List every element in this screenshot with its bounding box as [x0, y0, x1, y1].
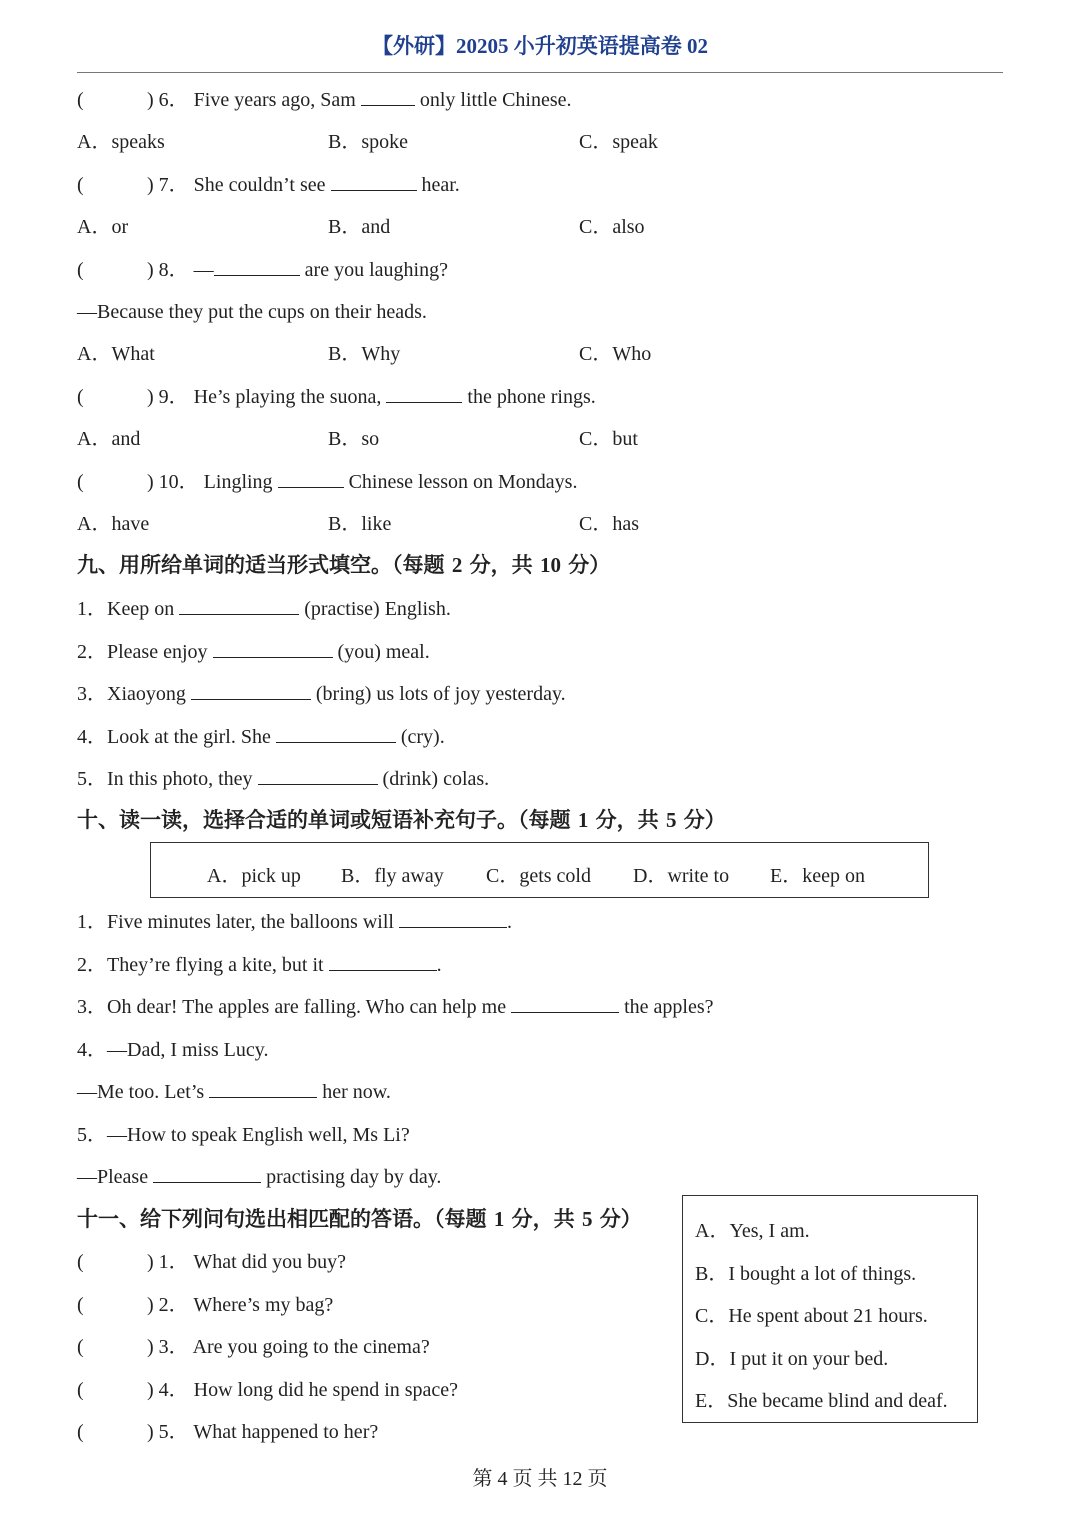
- question-text: Lingling: [203, 471, 273, 493]
- fill-blank[interactable]: [179, 596, 299, 615]
- question-7: [77, 172, 460, 198]
- sentence-3: 3．Oh dear! The apples are falling. Who can help me the apples?: [77, 996, 714, 1018]
- page-number-footer: 第 4 页 共 12 页: [472, 1468, 608, 1490]
- fill-blank[interactable]: [276, 724, 396, 743]
- fill-blank[interactable]: [331, 172, 417, 191]
- answer-bracket[interactable]: (: [77, 1336, 84, 1358]
- answer-bracket[interactable]: (: [77, 386, 84, 408]
- answer-option-a: A．Yes, I am.: [695, 1220, 810, 1242]
- option-c: C．speak: [579, 131, 658, 153]
- option-c: C．but: [579, 428, 638, 450]
- answer-bracket[interactable]: (: [77, 174, 84, 196]
- answer-bracket[interactable]: (: [77, 259, 84, 281]
- option-a: A．speaks: [77, 131, 165, 153]
- word-bank-item: C．gets cold: [486, 865, 591, 887]
- fill-blank[interactable]: [386, 384, 462, 403]
- fill-blank[interactable]: [209, 1079, 317, 1098]
- question-number: ) 6．: [147, 89, 189, 111]
- fill-item-4: 4．Look at the girl. She (cry).: [77, 726, 445, 748]
- fill-item-3: 3．Xiaoyong (bring) us lots of joy yesterday.: [77, 683, 566, 705]
- answer-bracket[interactable]: (: [77, 1421, 84, 1443]
- question-6: [77, 87, 572, 113]
- word-bank-item: A．pick up: [207, 865, 301, 887]
- sentence-1: 1．Five minutes later, the balloons will .: [77, 911, 512, 933]
- option-a: A．have: [77, 513, 150, 535]
- question-text: He’s playing the suona,: [193, 386, 382, 408]
- fill-blank[interactable]: [214, 257, 300, 276]
- answer-option-d: D．I put it on your bed.: [695, 1348, 889, 1370]
- sentence-5-reply: —Please practising day by day.: [77, 1166, 442, 1188]
- question-text: the phone rings.: [467, 386, 596, 408]
- option-a: A．or: [77, 216, 129, 238]
- option-c: C．also: [579, 216, 645, 238]
- fill-item-5: 5．In this photo, they (drink) colas.: [77, 768, 490, 790]
- fill-item-1: 1．Keep on (practise) English.: [77, 598, 451, 620]
- match-question-1: ( ) 1． What did you buy?: [77, 1251, 347, 1273]
- question-text: hear.: [421, 174, 460, 196]
- question-9: [77, 384, 596, 410]
- answer-bracket[interactable]: (: [77, 1379, 84, 1401]
- fill-blank[interactable]: [361, 87, 415, 106]
- question-8-reply: —Because they put the cups on their heads.: [77, 301, 427, 323]
- sentence-4: 4．—Dad, I miss Lucy.: [77, 1039, 269, 1061]
- option-b: B．like: [328, 513, 392, 535]
- question-number: ) 10．: [147, 471, 199, 493]
- sentence-5: 5．—How to speak English well, Ms Li?: [77, 1124, 410, 1146]
- option-a: A．and: [77, 428, 141, 450]
- option-b: B．so: [328, 428, 380, 450]
- question-text: She couldn’t see: [193, 174, 326, 196]
- fill-blank[interactable]: [278, 469, 344, 488]
- answer-bracket[interactable]: (: [77, 471, 84, 493]
- answer-bracket[interactable]: (: [77, 89, 84, 111]
- question-number: ) 9．: [147, 386, 189, 408]
- fill-blank[interactable]: [329, 952, 437, 971]
- section-10-title: 十、读一读，选择合适的单词或短语补充句子。（每题 1 分，共 5 分）: [77, 808, 726, 832]
- option-c: C．Who: [579, 343, 652, 365]
- question-text: Chinese lesson on Mondays.: [348, 471, 578, 493]
- fill-blank[interactable]: [213, 639, 333, 658]
- option-b: B．spoke: [328, 131, 408, 153]
- fill-blank[interactable]: [258, 766, 378, 785]
- header-divider: [77, 72, 1003, 73]
- question-number: ) 7．: [147, 174, 189, 196]
- answer-option-c: C．He spent about 21 hours.: [695, 1305, 928, 1327]
- option-b: B．and: [328, 216, 391, 238]
- fill-blank[interactable]: [153, 1164, 261, 1183]
- word-bank-item: D．write to: [633, 865, 730, 887]
- word-bank-item: E．keep on: [770, 865, 865, 887]
- option-a: A．What: [77, 343, 155, 365]
- answer-options-box: [682, 1195, 978, 1423]
- question-text: only little Chinese.: [419, 89, 572, 111]
- answer-option-e: E．She became blind and deaf.: [695, 1390, 948, 1412]
- question-text: —: [193, 259, 214, 281]
- answer-bracket[interactable]: (: [77, 1251, 84, 1273]
- question-text: Five years ago, Sam: [193, 89, 356, 111]
- match-question-2: ( ) 2． Where’s my bag?: [77, 1294, 334, 1316]
- fill-item-2: 2．Please enjoy (you) meal.: [77, 641, 430, 663]
- option-b: B．Why: [328, 343, 401, 365]
- question-number: ) 8．: [147, 259, 189, 281]
- match-question-5: ( ) 5． What happened to her?: [77, 1421, 379, 1443]
- word-bank-item: B．fly away: [341, 865, 444, 887]
- fill-blank[interactable]: [511, 994, 619, 1013]
- fill-blank[interactable]: [399, 909, 507, 928]
- fill-blank[interactable]: [191, 681, 311, 700]
- option-c: C．has: [579, 513, 639, 535]
- section-9-title: 九、用所给单词的适当形式填空。（每题 2 分，共 10 分）: [77, 553, 611, 577]
- answer-option-b: B．I bought a lot of things.: [695, 1263, 917, 1285]
- match-question-3: ( ) 3． Are you going to the cinema?: [77, 1336, 430, 1358]
- question-text: are you laughing?: [304, 259, 448, 281]
- page-header-title: 【外研】20205 小升初英语提高卷 02: [372, 34, 708, 58]
- sentence-2: 2．They’re flying a kite, but it .: [77, 954, 442, 976]
- question-8: [77, 257, 448, 283]
- match-question-4: ( ) 4． How long did he spend in space?: [77, 1379, 459, 1401]
- sentence-4-reply: —Me too. Let’s her now.: [77, 1081, 391, 1103]
- question-10: [77, 469, 577, 495]
- word-bank-box: [150, 842, 929, 898]
- answer-bracket[interactable]: (: [77, 1294, 84, 1316]
- section-11-title: 十一、给下列问句选出相匹配的答语。（每题 1 分，共 5 分）: [77, 1207, 642, 1231]
